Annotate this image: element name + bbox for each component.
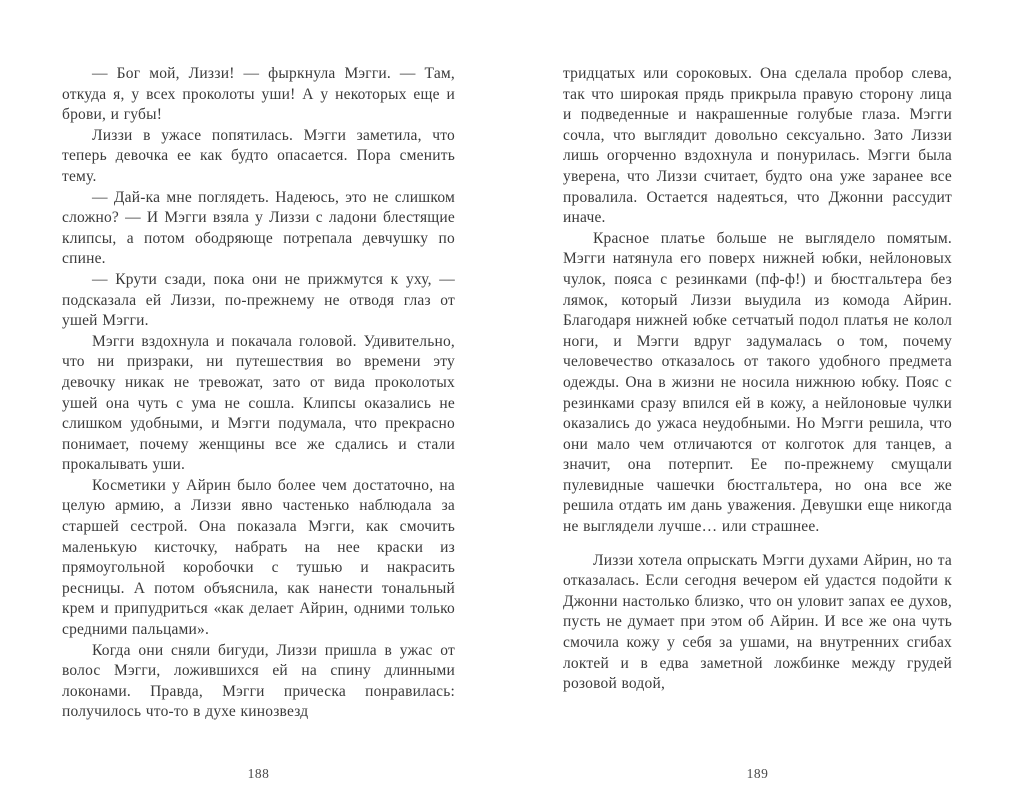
paragraph: Косметики у Айрин было более чем достаточно, на целую армию, а Лиззи явно частенько наблюдала за старшей сестрой. Она показала Мэгги, как смочить маленькую кисточку, набрать на нее краски из прямоугольной коробочки с тушью и накрасить ресницы. А потом объяснила, как нанести тональный крем и припудриться «как делает Айрин, одними только средними пальцами». [62, 476, 455, 639]
paragraph: тридцатых или сороковых. Она сделала пробор слева, так что широкая прядь прикрыла правую сторону лица и подведенные и накрашенные голубые глаза. Мэгги сочла, что выглядит довольно сексуально. Зато Лиззи лишь огорченно вздохнула и понурилась. Мэгги была уверена, что Лиззи считает, будто она уже заранее все провалила. Остается надеяться, что Джонни рассудит иначе. [563, 65, 952, 227]
page-right [505, 0, 1010, 808]
paragraph: Красное платье больше не выглядело помятым. Мэгги натянула его поверх нижней юбки, нейлоновых чулок, пояса с резинками (пф-ф!) и бюстгальтера без лямок, который Лиззи выудила из комода Айрин. Благодаря нижней юбке сетчатый подол платья не колол ноги, и Мэгги вдруг задумалась о том, почему человечество отказалось от такого удобного предмета одежды. Она в жизни не носила нижнюю юбку. Пояс с резинками сразу впился ей в кожу, а нейлоновые чулки оказались до ужаса неудобными. Но Мэгги решила, что они мало чем отличаются от колготок для танцев, а значит, она потерпит. Ее по-прежнему смущали пулевидные чашечки бюстгальтера, но она все же решила отдать им дань уважения. Девушки еще никогда не выглядели лучше… или страшнее. [563, 229, 952, 536]
paragraph: Мэгги вздохнула и покачала головой. Удивительно, что ни призраки, ни путешествия во времени эту девочку никак не тревожат, зато от вида проколотых ушей она чуть с ума не сошла. Клипсы оказались не слишком удобными, и Мэгги подумала, что прекрасно понимает, почему женщины все же сдались и стали прокалывать уши. [62, 332, 455, 474]
page-number-left: 188 [247, 766, 270, 781]
paragraph: — Бог мой, Лиззи! — фыркнула Мэгги. — Там, откуда я, у всех проколоты уши! А у некоторых еще и брови, и губы! [62, 65, 455, 124]
paragraph: Когда они сняли бигуди, Лиззи пришла в ужас от волос Мэгги, ложившихся ей на спину длинными локонами. Правда, Мэгги прическа понравилась: получилось что-то в духе кинозвезд [62, 641, 455, 721]
page-number-right: 189 [746, 766, 769, 781]
page-left-text [62, 64, 455, 723]
paragraph: — Крути сзади, пока они не прижмутся к уху, — подсказала ей Лиззи, по-прежнему не отводя глаз от ушей Мэгги. [62, 270, 455, 330]
paragraph: Лиззи в ужасе попятилась. Мэгги заметила, что теперь девочка ее как будто опасается. Пора сменить тему. [62, 126, 455, 185]
paragraph: Лиззи хотела опрыскать Мэгги духами Айрин, но та отказалась. Если сегодня вечером ей удастся подойти к Джонни настолько близко, что он уловит запах ее духов, пусть не думает при этом об Айрин. И все же она чуть смочила кожу у себя за ушами, на внутренних сгибах локтей и в едва заметной ложбинке между грудей розовой водой, [563, 551, 952, 693]
paragraph: — Дай-ка мне поглядеть. Надеюсь, это не слишком сложно? — И Мэгги взяла у Лиззи с ладони блестящие клипсы, а потом ободряюще потрепала девчушку по спине. [62, 188, 455, 268]
page-right-text [563, 64, 952, 695]
